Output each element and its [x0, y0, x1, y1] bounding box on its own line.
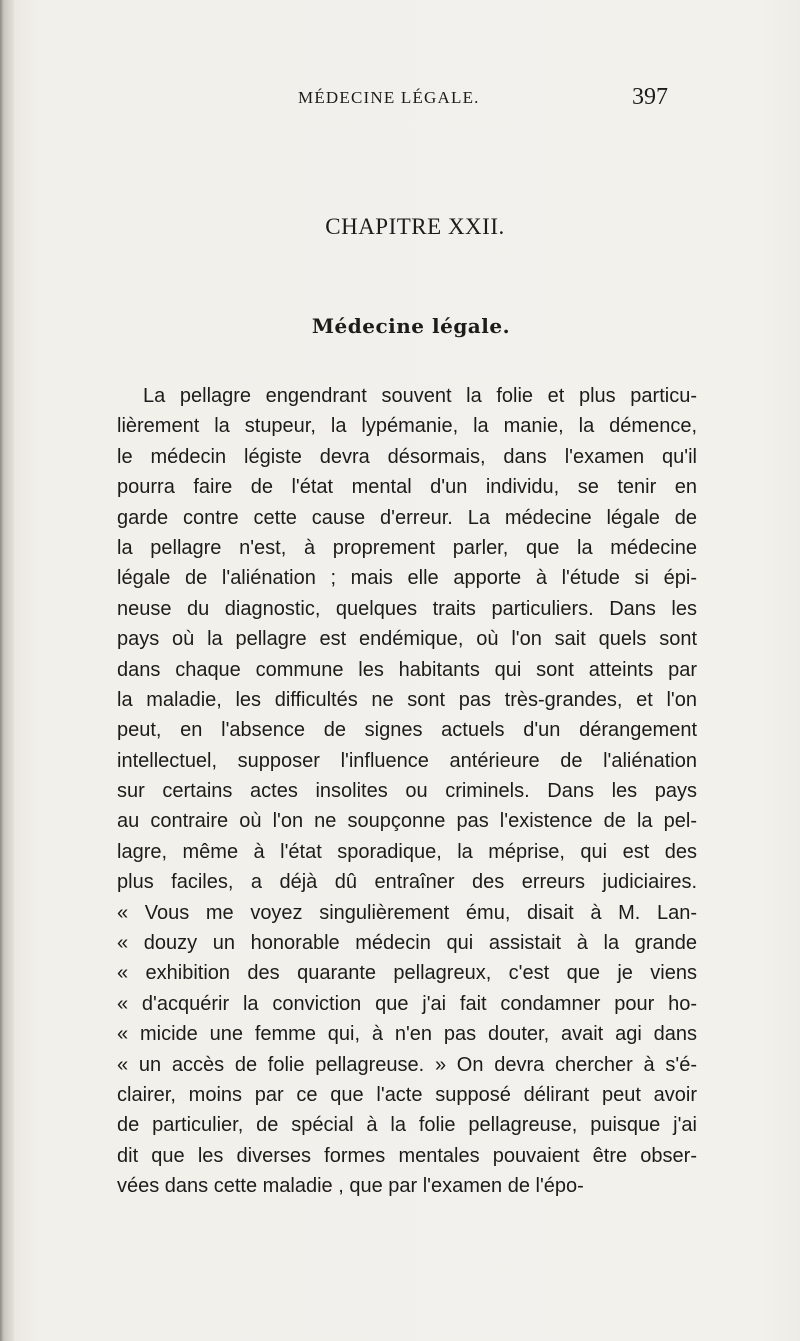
text-line: « Vous me voyez singulièrement ému, disait à M. Lan- [117, 901, 697, 924]
text-line: pays où la pellagre est endémique, où l'on sait quels sont [117, 628, 697, 651]
text-line: légale de l'aliénation ; mais elle apporte à l'étude si épi- [117, 567, 697, 590]
text-line: plus faciles, a déjà dû entraîner des erreurs judiciaires. [117, 871, 697, 894]
text-line: de particulier, de spécial à la folie pellagreuse, puisque j'ai [117, 1114, 697, 1137]
text-line: pourra faire de l'état mental d'un individu, se tenir en [117, 476, 697, 499]
text-line: vées dans cette maladie , que par l'examen de l'épo- [117, 1175, 584, 1198]
chapter-title: CHAPITRE XXII. [325, 214, 505, 239]
text-line: au contraire où l'on ne soupçonne pas l'existence de la pel- [117, 810, 697, 833]
text-line: dit que les diverses formes mentales pouvaient être obser- [117, 1144, 697, 1167]
page-binding-edge [0, 0, 14, 1341]
text-line: « micide une femme qui, à n'en pas douter, avait agi dans [117, 1023, 697, 1046]
text-line: garde contre cette cause d'erreur. La médecine légale de [117, 506, 697, 529]
text-line: sur certains actes insolites ou criminels. Dans les pays [117, 780, 697, 803]
text-line: « exhibition des quarante pellagreux, c'est que je viens [117, 962, 697, 985]
text-line: la pellagre n'est, à proprement parler, que la médecine [117, 536, 697, 559]
body-paragraph [117, 381, 697, 1202]
text-line: lagre, même à l'état sporadique, la méprise, qui est des [117, 840, 697, 863]
text-line: « d'acquérir la conviction que j'ai fait condamner pour ho- [117, 992, 697, 1015]
running-title: MÉDECINE LÉGALE. [298, 88, 480, 107]
running-header [0, 84, 800, 114]
text-line: « un accès de folie pellagreuse. » On devra chercher à s'é- [117, 1053, 697, 1076]
text-line: le médecin légiste devra désormais, dans l'examen qu'il [117, 445, 697, 468]
page-number: 397 [632, 84, 668, 110]
text-line: peut, en l'absence de signes actuels d'un dérangement [117, 719, 697, 742]
text-line: la maladie, les difficultés ne sont pas très-grandes, et l'on [117, 688, 697, 711]
text-line: neuse du diagnostic, quelques traits particuliers. Dans les [117, 597, 697, 620]
text-line: clairer, moins par ce que l'acte supposé délirant peut avoir [117, 1083, 697, 1106]
text-line: lièrement la stupeur, la lypémanie, la manie, la démence, [117, 415, 697, 438]
text-line: La pellagre engendrant souvent la folie et plus particu- [143, 385, 697, 407]
section-title: Médecine légale. [311, 314, 511, 338]
text-line: intellectuel, supposer l'influence antérieure de l'aliénation [117, 749, 697, 772]
text-line: « douzy un honorable médecin qui assistait à la grande [117, 932, 697, 955]
text-line: dans chaque commune les habitants qui sont atteints par [117, 658, 697, 681]
